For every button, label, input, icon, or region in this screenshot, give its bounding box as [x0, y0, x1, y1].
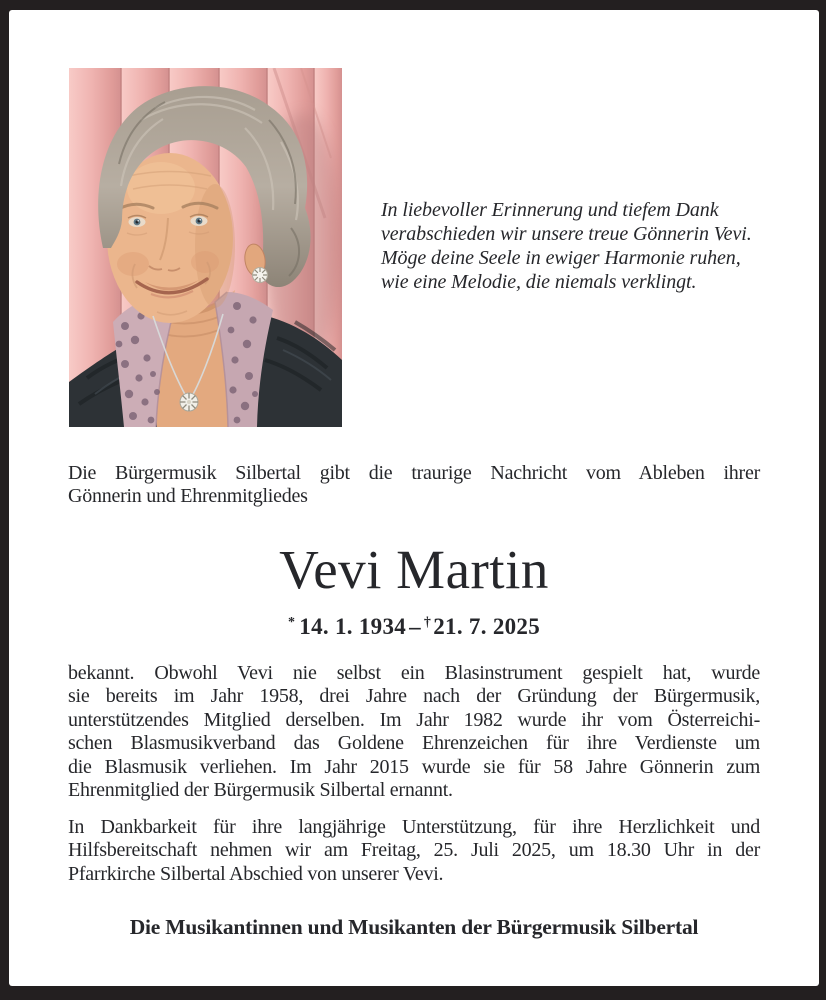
- obituary-line: Ehrenmitglied der Bürgermusik Silbertal ernannt.: [68, 779, 453, 802]
- portrait-photo: [69, 68, 342, 427]
- earring: [253, 268, 268, 283]
- birth-symbol: *: [287, 615, 296, 630]
- obituary-card: [9, 10, 819, 986]
- date-separator: –: [409, 614, 421, 639]
- farewell-line: In Dankbarkeit für ihre langjährige Unterstützung, für ihre Herzlichkeit und: [68, 816, 760, 838]
- quote-line: verabschieden wir unsere treue Gönnerin Vevi.: [381, 223, 752, 245]
- death-date: 21. 7. 2025: [433, 614, 541, 639]
- portrait-illustration: [69, 68, 342, 427]
- death-symbol: †: [423, 615, 432, 630]
- obituary-line: sie bereits im Jahr 1958, drei Jahre nach der Gründung der Bürgermusik,: [68, 685, 760, 708]
- farewell-line: Pfarrkirche Silbertal Abschied von unserer Vevi.: [68, 862, 444, 885]
- quote-line: wie eine Melodie, die niemals verklingt.: [381, 271, 697, 293]
- intro-line: Die Bürgermusik Silbertal gibt die traurige Nachricht vom Ableben ihrer: [68, 462, 760, 484]
- obituary-line: schen Blasmusikverband das Goldene Ehrenzeichen für ihre Verdienste um: [68, 732, 760, 755]
- quote-line: In liebevoller Erinnerung und tiefem Dank: [381, 199, 719, 221]
- obituary-line: bekannt. Obwohl Vevi nie selbst ein Blasinstrument gespielt hat, wurde: [68, 662, 760, 684]
- intro-paragraph: [68, 462, 760, 509]
- birth-date: 14. 1. 1934: [299, 614, 407, 639]
- farewell-line: Hilfsbereitschaft nehmen wir am Freitag, 25. Juli 2025, um 18.30 Uhr in der: [68, 839, 760, 862]
- quote-line: Möge deine Seele in ewiger Harmonie ruhen,: [381, 247, 741, 269]
- closing-signature: Die Musikantinnen und Musikanten der Bürgermusik Silbertal: [129, 915, 699, 939]
- obituary-paragraph: [68, 662, 760, 802]
- memorial-quote: [381, 198, 781, 294]
- obituary-line: unterstützendes Mitglied derselben. Im Jahr 1982 wurde ihr vom Österreichi-: [68, 708, 760, 731]
- intro-line: Gönnerin und Ehrenmitgliedes: [68, 485, 308, 508]
- farewell-paragraph: [68, 816, 760, 886]
- deceased-name: Vevi Martin: [279, 539, 549, 600]
- obituary-line: die Blasmusik verliehen. Im Jahr 2015 wurde sie für 58 Jahre Gönnerin zum: [68, 755, 760, 778]
- life-dates: [68, 614, 760, 640]
